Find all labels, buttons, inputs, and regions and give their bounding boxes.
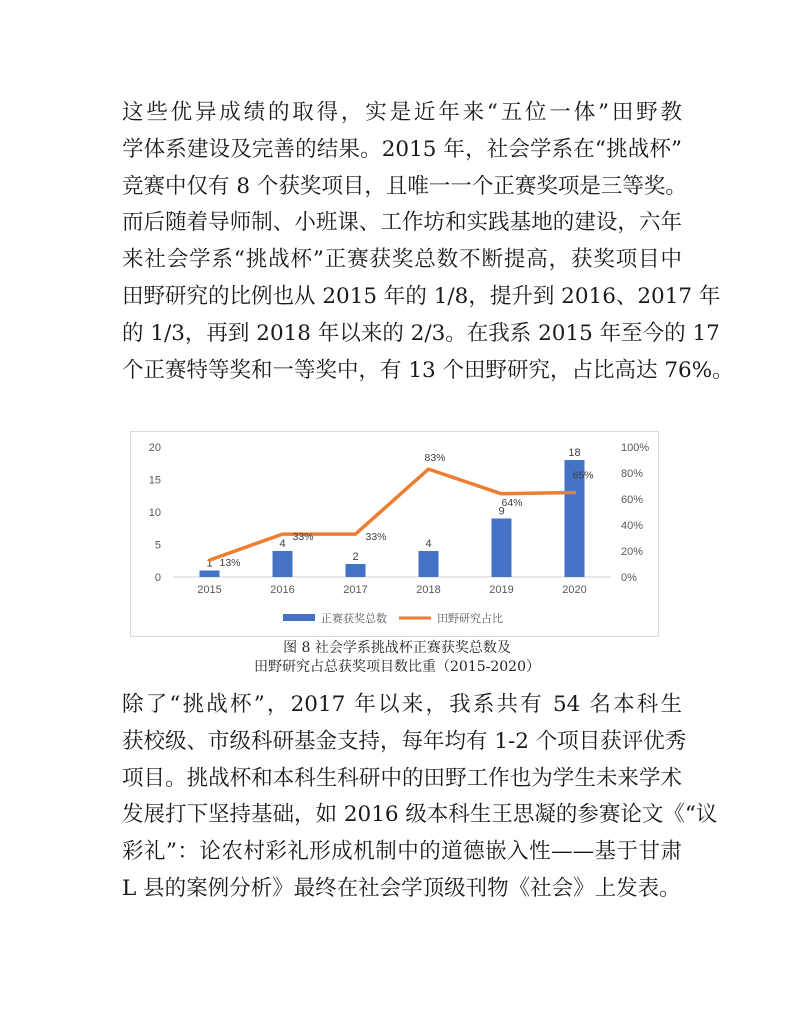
text-line: 竞赛中仅有 8 个获奖项目，且唯一一个正赛奖项是三等奖。 <box>122 173 687 199</box>
bar <box>200 571 220 578</box>
left-axis-tick-label: 15 <box>148 474 161 487</box>
bar-data-label: 1 <box>206 557 213 570</box>
x-axis-tick-label: 2019 <box>489 584 514 596</box>
x-axis-tick-label: 2020 <box>562 584 587 596</box>
line-data-label: 83% <box>424 452 446 465</box>
right-axis-tick-label: 40% <box>621 520 644 532</box>
x-axis-tick-label: 2017 <box>343 584 368 596</box>
figure-caption-line1: 图 8 社会学系挑战杯正赛获奖总数及 <box>283 640 511 656</box>
left-axis-tick-label: 10 <box>148 507 161 519</box>
combo-chart <box>131 432 658 636</box>
text-line: 来社会学系“挑战杯”正赛获奖总数不断提高，获奖项目中 <box>122 247 682 273</box>
left-axis-tick-label: 0 <box>154 572 161 584</box>
bar <box>273 551 293 577</box>
left-axis-tick-label: 20 <box>148 442 161 454</box>
text-line: 这些优异成绩的取得，实是近年来“五位一体”田野教 <box>122 100 682 125</box>
text-line: L 县的案例分析》最终在社会学顶级刊物《社会》上发表。 <box>122 876 681 901</box>
text-line: 除了“挑战杯”，2017 年以来，我系共有 54 名本科生 <box>122 692 682 717</box>
right-axis-tick-label: 60% <box>621 494 644 506</box>
line-data-label: 65% <box>572 469 594 482</box>
legend-label-line: 田野研究占比 <box>437 613 503 625</box>
bar-data-label: 18 <box>568 447 581 459</box>
legend-label-bars: 正赛获奖总数 <box>321 613 387 625</box>
bar-data-label: 9 <box>498 505 505 518</box>
text-line: 发展打下坚持基础，如 2016 级本科生王思凝的参赛论文《“议 <box>122 802 718 828</box>
right-axis-tick-label: 80% <box>621 468 644 480</box>
line-data-label: 33% <box>292 531 314 544</box>
right-axis-tick-label: 0% <box>621 572 637 584</box>
bar-data-label: 4 <box>425 538 432 550</box>
right-axis-tick-label: 20% <box>621 546 644 558</box>
x-axis-tick-label: 2016 <box>270 584 295 596</box>
bar <box>346 564 366 577</box>
chart-figure <box>130 431 659 637</box>
text-line: 个正赛特等奖和一等奖中，有 13 个田野研究，占比高达 76%。 <box>122 357 734 383</box>
text-line: 田野研究的比例也从 2015 年的 1/8，提升到 2016、2017 年 <box>122 284 721 309</box>
line-data-label: 33% <box>365 531 387 544</box>
text-line: 学体系建设及完善的结果。2015 年，社会学系在“挑战杯” <box>122 136 682 162</box>
text-line: 的 1/3，再到 2018 年以来的 2/3。在我系 2015 年至今的 17 <box>122 320 720 346</box>
bar-data-label: 2 <box>352 551 359 563</box>
legend-swatch-bars <box>283 614 315 621</box>
line-series-proportion <box>210 469 575 560</box>
line-data-label: 13% <box>219 557 241 570</box>
text-line: 获校级、市级科研基金支持，每年均有 1-2 个项目获评优秀 <box>122 728 687 754</box>
bar-data-label: 4 <box>279 538 286 550</box>
right-axis-tick-label: 100% <box>621 442 650 454</box>
figure-caption-line2: 田野研究占总获奖项目数比重（2015-2020） <box>254 659 540 675</box>
x-axis-tick-label: 2015 <box>197 584 222 596</box>
x-axis-tick-label: 2018 <box>416 584 441 596</box>
bar <box>492 519 512 578</box>
text-line: 彩礼”：论农村彩礼形成机制中的道德嵌入性——基于甘肃 <box>122 839 682 865</box>
text-line: 而后随着导师制、小班课、工作坊和实践基地的建设，六年 <box>122 210 682 236</box>
text-line: 项目。挑战杯和本科生科研中的田野工作也为学生未来学术 <box>122 765 682 791</box>
line-data-label: 64% <box>501 496 523 509</box>
left-axis-tick-label: 5 <box>154 539 161 552</box>
bar <box>419 551 439 577</box>
